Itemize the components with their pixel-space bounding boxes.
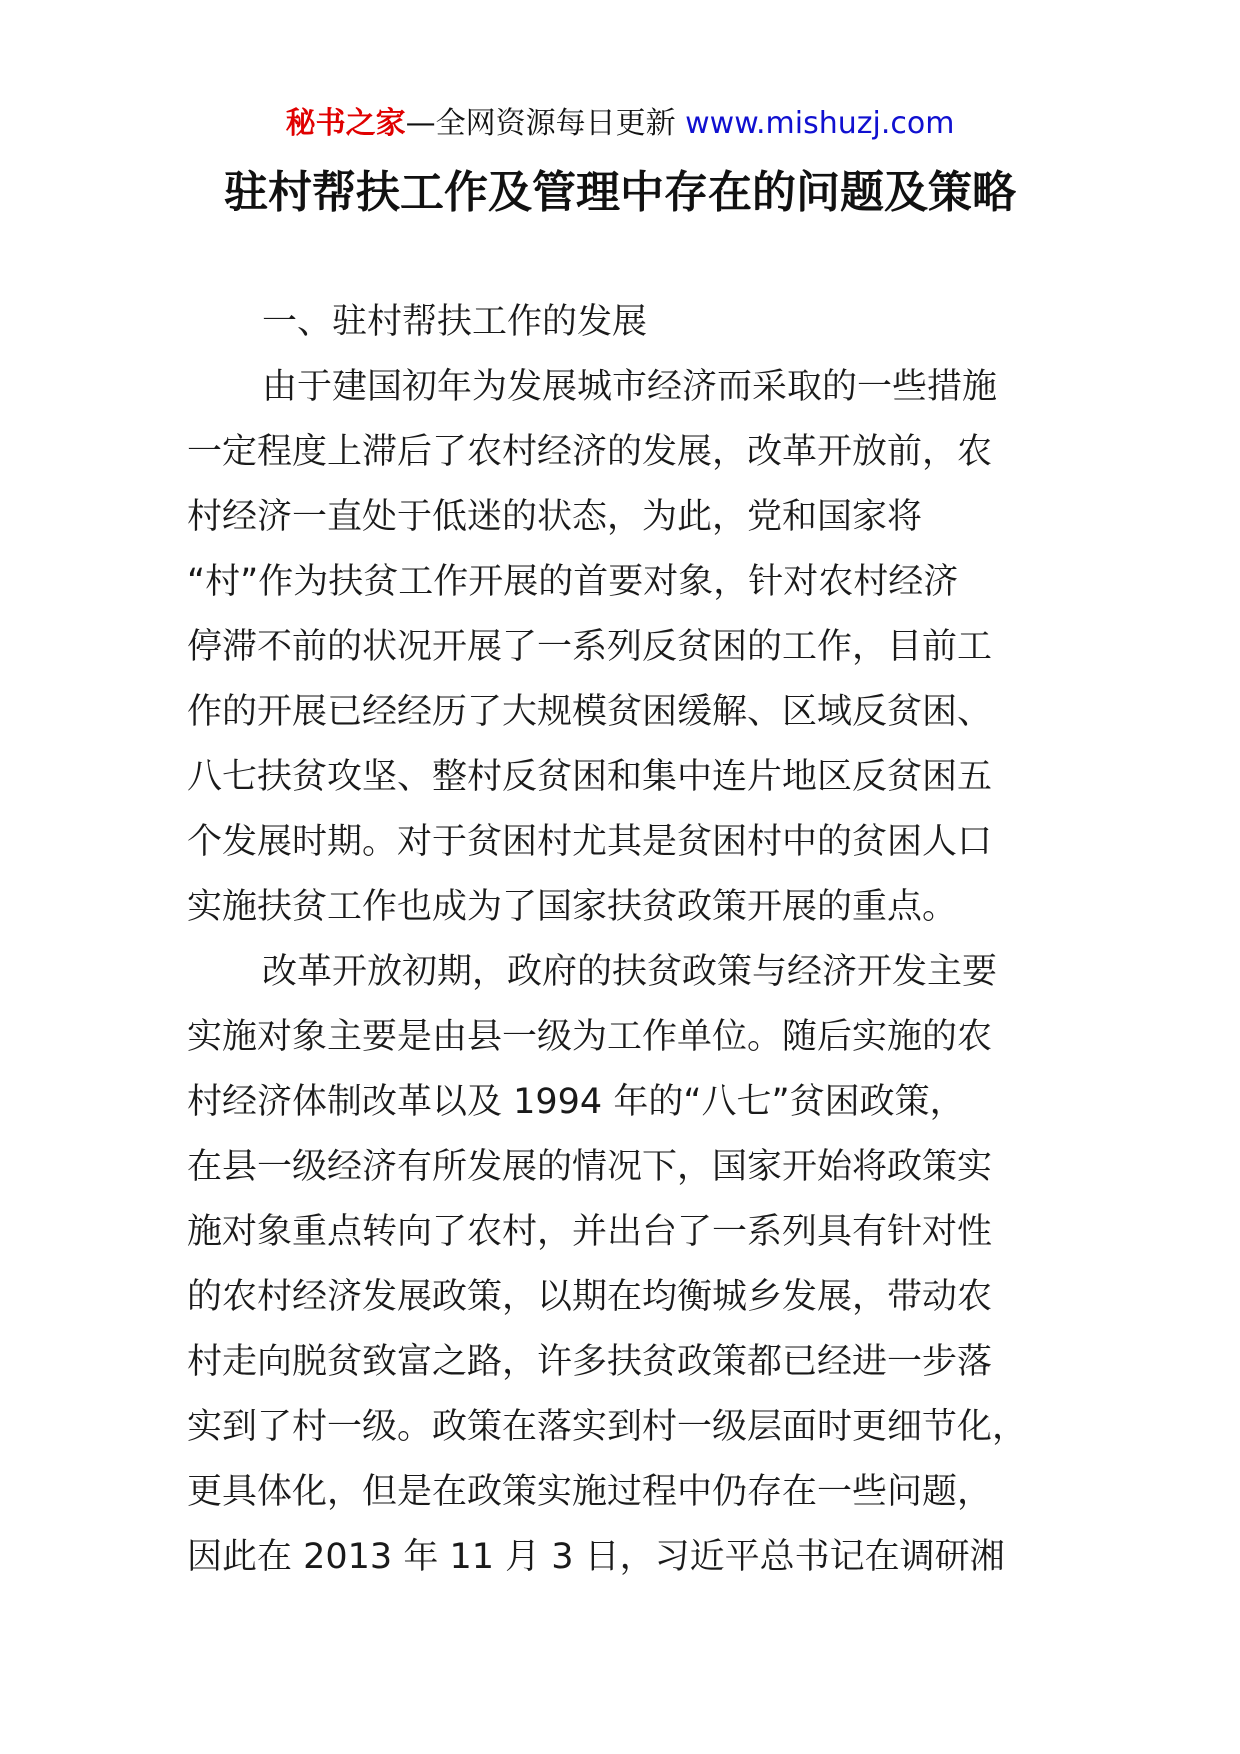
paragraph-line: 村经济体制改革以及 1994 年的“八七”贫困政策， [187, 1082, 965, 1122]
paragraph-line: 一定程度上滞后了农村经济的发展，改革开放前，农 [187, 432, 993, 472]
paragraph-line: “村”作为扶贫工作开展的首要对象，针对农村经济 [187, 562, 959, 602]
paragraph-line: 村走向脱贫致富之路，许多扶贫政策都已经进一步落 [187, 1342, 993, 1382]
site-url-link[interactable]: www.mishuzj.com [685, 106, 955, 141]
paragraph-line: 施对象重点转向了农村，并出台了一系列具有针对性 [187, 1212, 993, 1252]
paragraph-line: 实到了村一级。政策在落实到村一级层面时更细节化， [187, 1407, 1028, 1447]
paragraph-line: 实施对象主要是由县一级为工作单位。随后实施的农 [187, 1017, 993, 1057]
paragraph-line: 更具体化，但是在政策实施过程中仍存在一些问题， [187, 1472, 993, 1512]
paragraph-line: 村经济一直处于低迷的状态，为此，党和国家将 [187, 497, 923, 537]
brand-name: 秘书之家 [285, 106, 406, 141]
paragraph-line: 因此在 2013 年 11 月 3 日，习近平总书记在调研湘 [187, 1537, 1005, 1577]
paragraph-line: 在县一级经济有所发展的情况下，国家开始将政策实 [187, 1147, 993, 1187]
paragraph-line: 停滞不前的状况开展了一系列反贫困的工作，目前工 [187, 627, 993, 667]
paragraph-line: 个发展时期。对于贫困村尤其是贫困村中的贫困人口 [187, 822, 993, 862]
paragraph-line: 实施扶贫工作也成为了国家扶贫政策开展的重点。 [187, 887, 958, 927]
document-title: 驻村帮扶工作及管理中存在的问题及策略 [224, 167, 1016, 218]
paragraph-line: 由于建国初年为发展城市经济而采取的一些措施 [262, 367, 998, 407]
header-tagline: —全网资源每日更新 [405, 106, 686, 141]
paragraph-1 [187, 355, 1067, 940]
paragraph-line: 作的开展已经经历了大规模贫困缓解、区域反贫困、 [187, 692, 993, 732]
paragraph-line: 八七扶贫攻坚、整村反贫困和集中连片地区反贫困五 [187, 757, 993, 797]
site-header [0, 100, 1240, 148]
section-heading: 一、驻村帮扶工作的发展 [262, 302, 648, 342]
paragraph-2 [187, 940, 1067, 1590]
paragraph-line: 的农村经济发展政策，以期在均衡城乡发展，带动农 [187, 1277, 993, 1317]
paragraph-line: 改革开放初期，政府的扶贫政策与经济开发主要 [262, 952, 998, 992]
